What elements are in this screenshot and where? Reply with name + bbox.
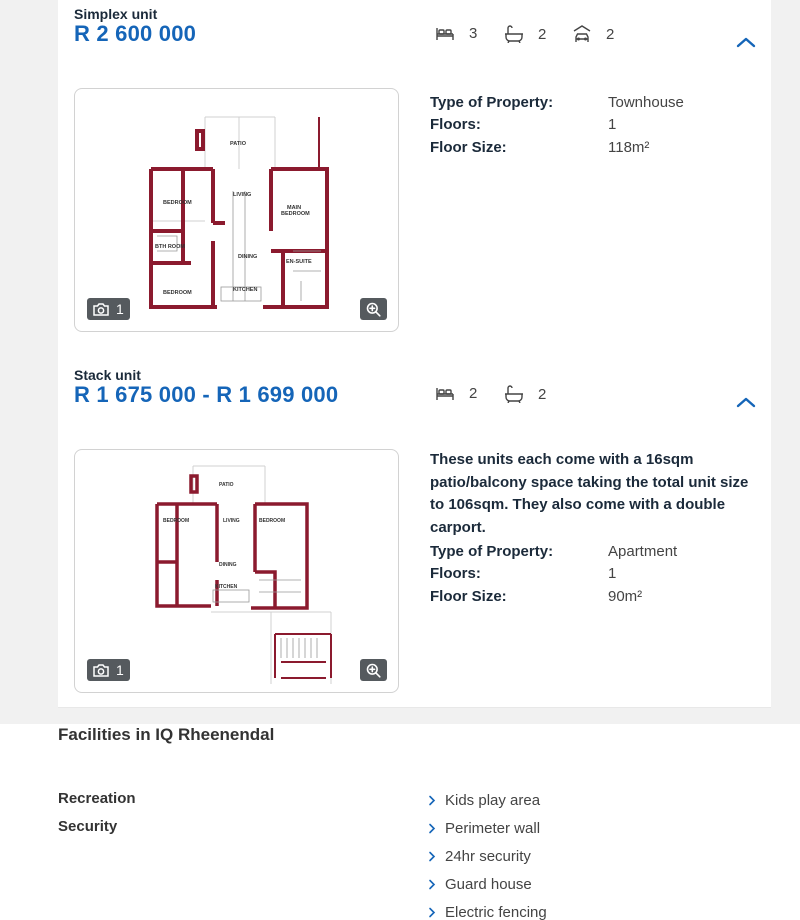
unit-price: R 1 675 000 - R 1 699 000 (74, 382, 339, 407)
floor-plan-image[interactable] (74, 88, 399, 332)
garages-count: 2 (606, 25, 615, 43)
facility-label: Perimeter wall (445, 819, 541, 837)
unit-card-stack (58, 350, 771, 708)
unit-description: These units each come with a 16sqm patio/balcony space taking the total unit size to 106sqm. They also come with a double carport. (430, 451, 749, 536)
photo-count: 1 (116, 662, 124, 678)
unit-price: R 2 600 000 (74, 21, 197, 46)
svg-text:BEDROOM: BEDROOM (163, 290, 192, 296)
chevron-up-icon[interactable] (734, 393, 758, 411)
svg-text:EN-SUITE: EN-SUITE (286, 259, 312, 265)
detail-label: Floors: (430, 116, 481, 134)
bedrooms-count: 3 (469, 25, 478, 42)
chevron-right-icon (428, 851, 436, 862)
detail-label: Type of Property: (430, 542, 554, 560)
detail-value: 1 (608, 565, 617, 583)
zoom-in-icon (366, 663, 381, 678)
car-icon (572, 25, 592, 43)
camera-icon (93, 664, 109, 677)
detail-label: Floor Size: (430, 587, 507, 605)
floor-plan-simplex-drawing (143, 111, 339, 313)
zoom-button[interactable] (360, 659, 387, 681)
svg-text:PATIO: PATIO (219, 482, 234, 488)
svg-text:KITCHEN: KITCHEN (233, 287, 258, 293)
facility-label: Kids play area (445, 791, 541, 809)
bedrooms-count: 2 (469, 385, 478, 402)
svg-text:BEDROOM: BEDROOM (163, 518, 190, 524)
bath-icon (504, 25, 524, 43)
facility-label: Guard house (445, 875, 532, 893)
svg-text:LIVING: LIVING (233, 192, 252, 198)
photo-count-badge[interactable] (87, 298, 130, 320)
facilities-list (428, 786, 547, 920)
facility-item (428, 842, 547, 870)
svg-text:LIVING: LIVING (223, 518, 240, 524)
facility-item (428, 870, 547, 898)
facility-label: Electric fencing (445, 903, 547, 920)
detail-value: 118m² (608, 138, 650, 156)
bedrooms-feature (435, 385, 477, 402)
facility-category-recreation: Recreation (58, 790, 136, 807)
chevron-right-icon (428, 907, 436, 918)
detail-row (430, 91, 760, 114)
facility-item (428, 786, 547, 814)
chevron-right-icon (428, 879, 436, 890)
chevron-right-icon (428, 795, 436, 806)
garages-feature (572, 25, 614, 43)
bathrooms-feature (504, 25, 546, 43)
svg-text:BEDROOM: BEDROOM (281, 211, 310, 217)
unit-details (430, 91, 760, 159)
unit-name: Stack unit (74, 367, 141, 383)
svg-text:DINING: DINING (219, 562, 237, 568)
detail-label: Floor Size: (430, 138, 507, 156)
camera-icon (93, 303, 109, 316)
bed-icon (435, 386, 455, 402)
floor-plan-stack-drawing (151, 462, 341, 684)
detail-row (430, 540, 760, 563)
unit-details (430, 449, 760, 608)
bed-icon (435, 26, 455, 42)
svg-text:PATIO: PATIO (230, 141, 246, 147)
svg-text:KITCHEN: KITCHEN (215, 584, 238, 590)
zoom-button[interactable] (360, 298, 387, 320)
facility-label: 24hr security (445, 847, 531, 865)
bedrooms-feature (435, 25, 477, 42)
detail-value: 1 (608, 116, 617, 134)
facility-item (428, 814, 547, 842)
detail-label: Type of Property: (430, 93, 554, 111)
detail-value: Townhouse (608, 93, 684, 111)
detail-row (430, 563, 760, 586)
detail-row (430, 585, 760, 608)
zoom-in-icon (366, 302, 381, 317)
bathrooms-feature (504, 385, 546, 403)
photo-count: 1 (116, 301, 124, 317)
detail-value: 90m² (608, 587, 643, 605)
svg-text:MAIN: MAIN (287, 205, 302, 211)
svg-text:BEDROOM: BEDROOM (163, 200, 192, 206)
facility-category-security: Security (58, 818, 118, 835)
svg-text:BEDROOM: BEDROOM (259, 518, 286, 524)
floor-plan-image[interactable] (74, 449, 399, 693)
photo-count-badge[interactable] (87, 659, 130, 681)
chevron-up-icon[interactable] (734, 33, 758, 51)
facilities-title: Facilities in IQ Rheenendal (58, 725, 275, 744)
svg-text:DINING: DINING (238, 254, 258, 260)
facility-item (428, 898, 547, 920)
detail-row (430, 114, 760, 137)
detail-row (430, 136, 760, 159)
unit-card-simplex (58, 0, 771, 350)
bathrooms-count: 2 (538, 25, 547, 43)
detail-label: Floors: (430, 565, 481, 583)
detail-value: Apartment (608, 542, 678, 560)
svg-text:BTH ROOM: BTH ROOM (155, 244, 185, 250)
chevron-right-icon (428, 823, 436, 834)
unit-name: Simplex unit (74, 6, 158, 22)
bath-icon (504, 385, 524, 403)
bathrooms-count: 2 (538, 385, 547, 403)
